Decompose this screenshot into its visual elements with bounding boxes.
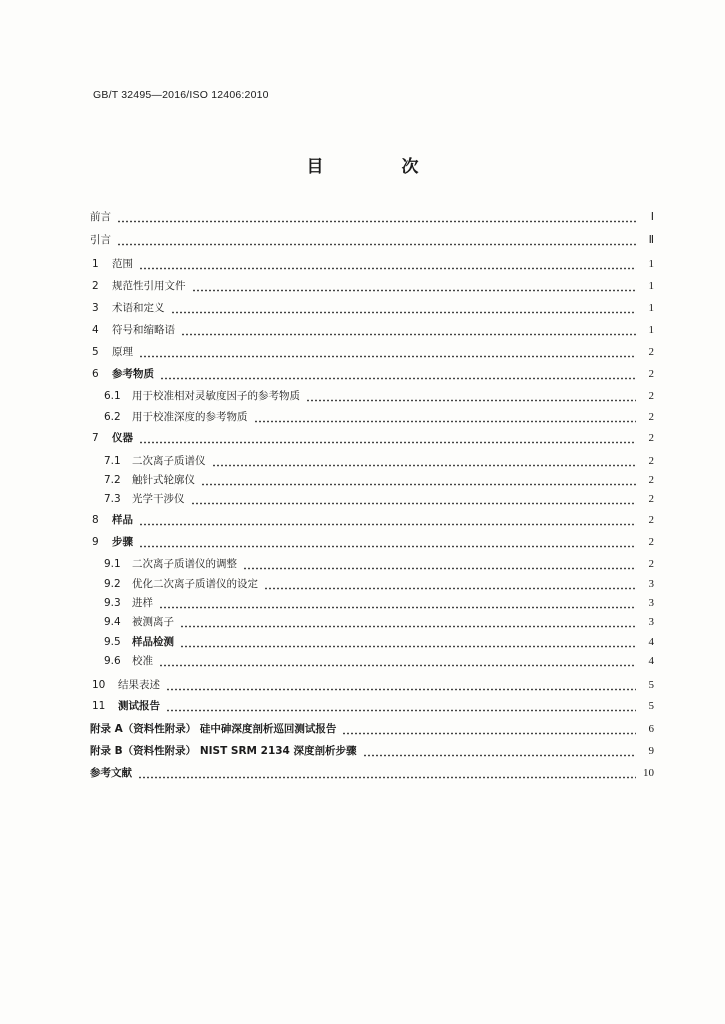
dot-leader <box>171 302 637 314</box>
toc-entry-title: 二次离子质谱仪 <box>132 455 206 467</box>
toc-entry-number: 9.3 <box>104 597 121 609</box>
toc-entry-page-number: 1 <box>648 302 654 314</box>
toc-entry-page-number: 2 <box>648 558 654 570</box>
toc-entry <box>90 278 654 294</box>
toc-entry-title: 样品检测 <box>132 636 174 648</box>
dot-leader <box>159 655 636 667</box>
toc-entry-title: 步骤 <box>112 536 133 548</box>
toc-entry-title: 结果表述 <box>118 679 160 691</box>
toc-entry-number: 1 <box>92 258 99 270</box>
toc-entry-title: 规范性引用文件 <box>112 280 186 292</box>
toc-entry-number: 2 <box>92 280 99 292</box>
toc-entry-number: 7 <box>92 432 99 444</box>
toc-entry-title: 符号和缩略语 <box>112 324 175 336</box>
toc-entry-page-number: 1 <box>648 324 654 336</box>
toc-entry-title: 触针式轮廓仪 <box>132 474 195 486</box>
dot-leader <box>181 324 636 336</box>
toc-entry <box>90 453 654 469</box>
toc-entry-number: 7.2 <box>104 474 121 486</box>
dot-leader <box>139 346 636 358</box>
toc-entry-page-number: 5 <box>648 679 654 691</box>
toc-entry-number: 9 <box>92 536 99 548</box>
toc-entry <box>90 344 654 360</box>
toc-entry <box>90 534 654 550</box>
toc-entry-title: 参考文献 <box>90 767 132 779</box>
dot-leader <box>117 211 636 223</box>
toc-entry <box>90 677 654 693</box>
dot-leader <box>166 679 636 691</box>
toc-entry <box>90 698 654 714</box>
toc-entry-title: 测试报告 <box>118 700 160 712</box>
toc-entry-number: 8 <box>92 514 99 526</box>
toc-entry-page-number: 4 <box>648 636 654 648</box>
page-title: 目 次 <box>306 157 455 177</box>
toc-entry-number: 5 <box>92 346 99 358</box>
standard-code-header: GB/T 32495—2016/ISO 12406:2010 <box>93 89 269 101</box>
toc-entry-title: 术语和定义 <box>112 302 165 314</box>
toc-entry-page-number: 1 <box>648 258 654 270</box>
toc-entry-title: 附录 A（资料性附录） 硅中砷深度剖析巡回测试报告 <box>90 723 337 735</box>
dot-leader <box>306 390 636 402</box>
dot-leader <box>159 597 636 609</box>
toc-entry-page-number: 6 <box>648 723 654 735</box>
toc-entry-page-number: 2 <box>648 368 654 380</box>
toc-entry <box>90 765 654 781</box>
toc-entry-number: 7.3 <box>104 493 121 505</box>
toc-entry-number: 6.1 <box>104 390 121 402</box>
toc-entry-page-number: 2 <box>648 493 654 505</box>
toc-entry-title: 引言 <box>90 234 111 246</box>
dot-leader <box>212 455 637 467</box>
toc-entry-page-number: 5 <box>648 700 654 712</box>
toc-entry-page-number: 2 <box>648 474 654 486</box>
toc-entry-title: 附录 B（资料性附录） NIST SRM 2134 深度剖析步骤 <box>90 745 357 757</box>
toc-entry <box>90 595 654 611</box>
toc-entry-number: 9.1 <box>104 558 121 570</box>
toc-entry <box>90 614 654 630</box>
toc-entry-page-number: 10 <box>643 767 654 779</box>
toc-entry-page-number: 3 <box>648 616 654 628</box>
toc-entry-number: 9.2 <box>104 578 121 590</box>
toc-entry-page-number: 2 <box>648 432 654 444</box>
toc-entry-title: 范围 <box>112 258 133 270</box>
toc-entry-page-number: 2 <box>648 455 654 467</box>
toc-entry <box>90 430 654 446</box>
toc-entry-page-number: 1 <box>648 280 654 292</box>
toc-entry-number: 7.1 <box>104 455 121 467</box>
toc-entry-page-number: 2 <box>648 346 654 358</box>
toc-entry-title: 二次离子质谱仪的调整 <box>132 558 237 570</box>
toc-entry-title: 校准 <box>132 655 153 667</box>
toc-entry-title: 光学干涉仪 <box>132 493 185 505</box>
dot-leader <box>180 616 636 628</box>
toc-entry <box>90 322 654 338</box>
dot-leader <box>139 432 636 444</box>
toc-entry-number: 6.2 <box>104 411 121 423</box>
dot-leader <box>166 700 636 712</box>
dot-leader <box>139 536 636 548</box>
toc-entry-page-number: 3 <box>648 578 654 590</box>
toc-entry <box>90 209 654 225</box>
toc-entry <box>90 232 654 248</box>
dot-leader <box>243 558 636 570</box>
toc-entry-title: 仪器 <box>112 432 133 444</box>
toc-entry-number: 4 <box>92 324 99 336</box>
toc-entry-number: 9.4 <box>104 616 121 628</box>
toc-entry <box>90 743 654 759</box>
toc-entry-page-number: 9 <box>648 745 654 757</box>
toc-entry-page-number: Ⅱ <box>648 234 654 246</box>
toc-entry <box>90 512 654 528</box>
toc-entry <box>90 491 654 507</box>
dot-leader <box>180 636 636 648</box>
toc-entry <box>90 409 654 425</box>
toc-entry-title: 进样 <box>132 597 153 609</box>
toc-entry-number: 6 <box>92 368 99 380</box>
toc-entry-page-number: 3 <box>648 597 654 609</box>
toc-entry-page-number: 2 <box>648 411 654 423</box>
toc-entry-title: 前言 <box>90 211 111 223</box>
toc-entry <box>90 634 654 650</box>
toc-entry <box>90 653 654 669</box>
dot-leader <box>254 411 637 423</box>
toc-entry-number: 9.5 <box>104 636 121 648</box>
dot-leader <box>160 368 636 380</box>
dot-leader <box>138 767 636 779</box>
toc-entry-page-number: Ⅰ <box>650 211 654 223</box>
dot-leader <box>139 258 636 270</box>
toc-entry-title: 优化二次离子质谱仪的设定 <box>132 578 258 590</box>
dot-leader <box>117 234 636 246</box>
toc-entry-number: 9.6 <box>104 655 121 667</box>
toc-entry-number: 10 <box>92 679 106 691</box>
dot-leader <box>139 514 636 526</box>
toc-entry <box>90 388 654 404</box>
toc-entry-title: 用于校准深度的参考物质 <box>132 411 248 423</box>
toc-entry <box>90 721 654 737</box>
toc-entry-title: 样品 <box>112 514 133 526</box>
toc-entry-page-number: 2 <box>648 514 654 526</box>
toc-entry-page-number: 2 <box>648 536 654 548</box>
toc-entry <box>90 300 654 316</box>
toc-entry-title: 用于校准相对灵敏度因子的参考物质 <box>132 390 300 402</box>
dot-leader <box>191 493 637 505</box>
dot-leader <box>342 723 636 735</box>
toc-entry <box>90 556 654 572</box>
dot-leader <box>201 474 636 486</box>
dot-leader <box>264 578 636 590</box>
toc-entry-page-number: 2 <box>648 390 654 402</box>
toc-entry-title: 原理 <box>112 346 133 358</box>
toc-entry <box>90 256 654 272</box>
toc-entry <box>90 576 654 592</box>
dot-leader <box>192 280 637 292</box>
toc-entry-number: 3 <box>92 302 99 314</box>
dot-leader <box>363 745 636 757</box>
toc-entry <box>90 366 654 382</box>
toc-entry-title: 参考物质 <box>112 368 154 380</box>
toc-entry-number: 11 <box>92 700 106 712</box>
toc-entry-page-number: 4 <box>648 655 654 667</box>
toc-entry-title: 被测离子 <box>132 616 174 628</box>
toc-entry <box>90 472 654 488</box>
